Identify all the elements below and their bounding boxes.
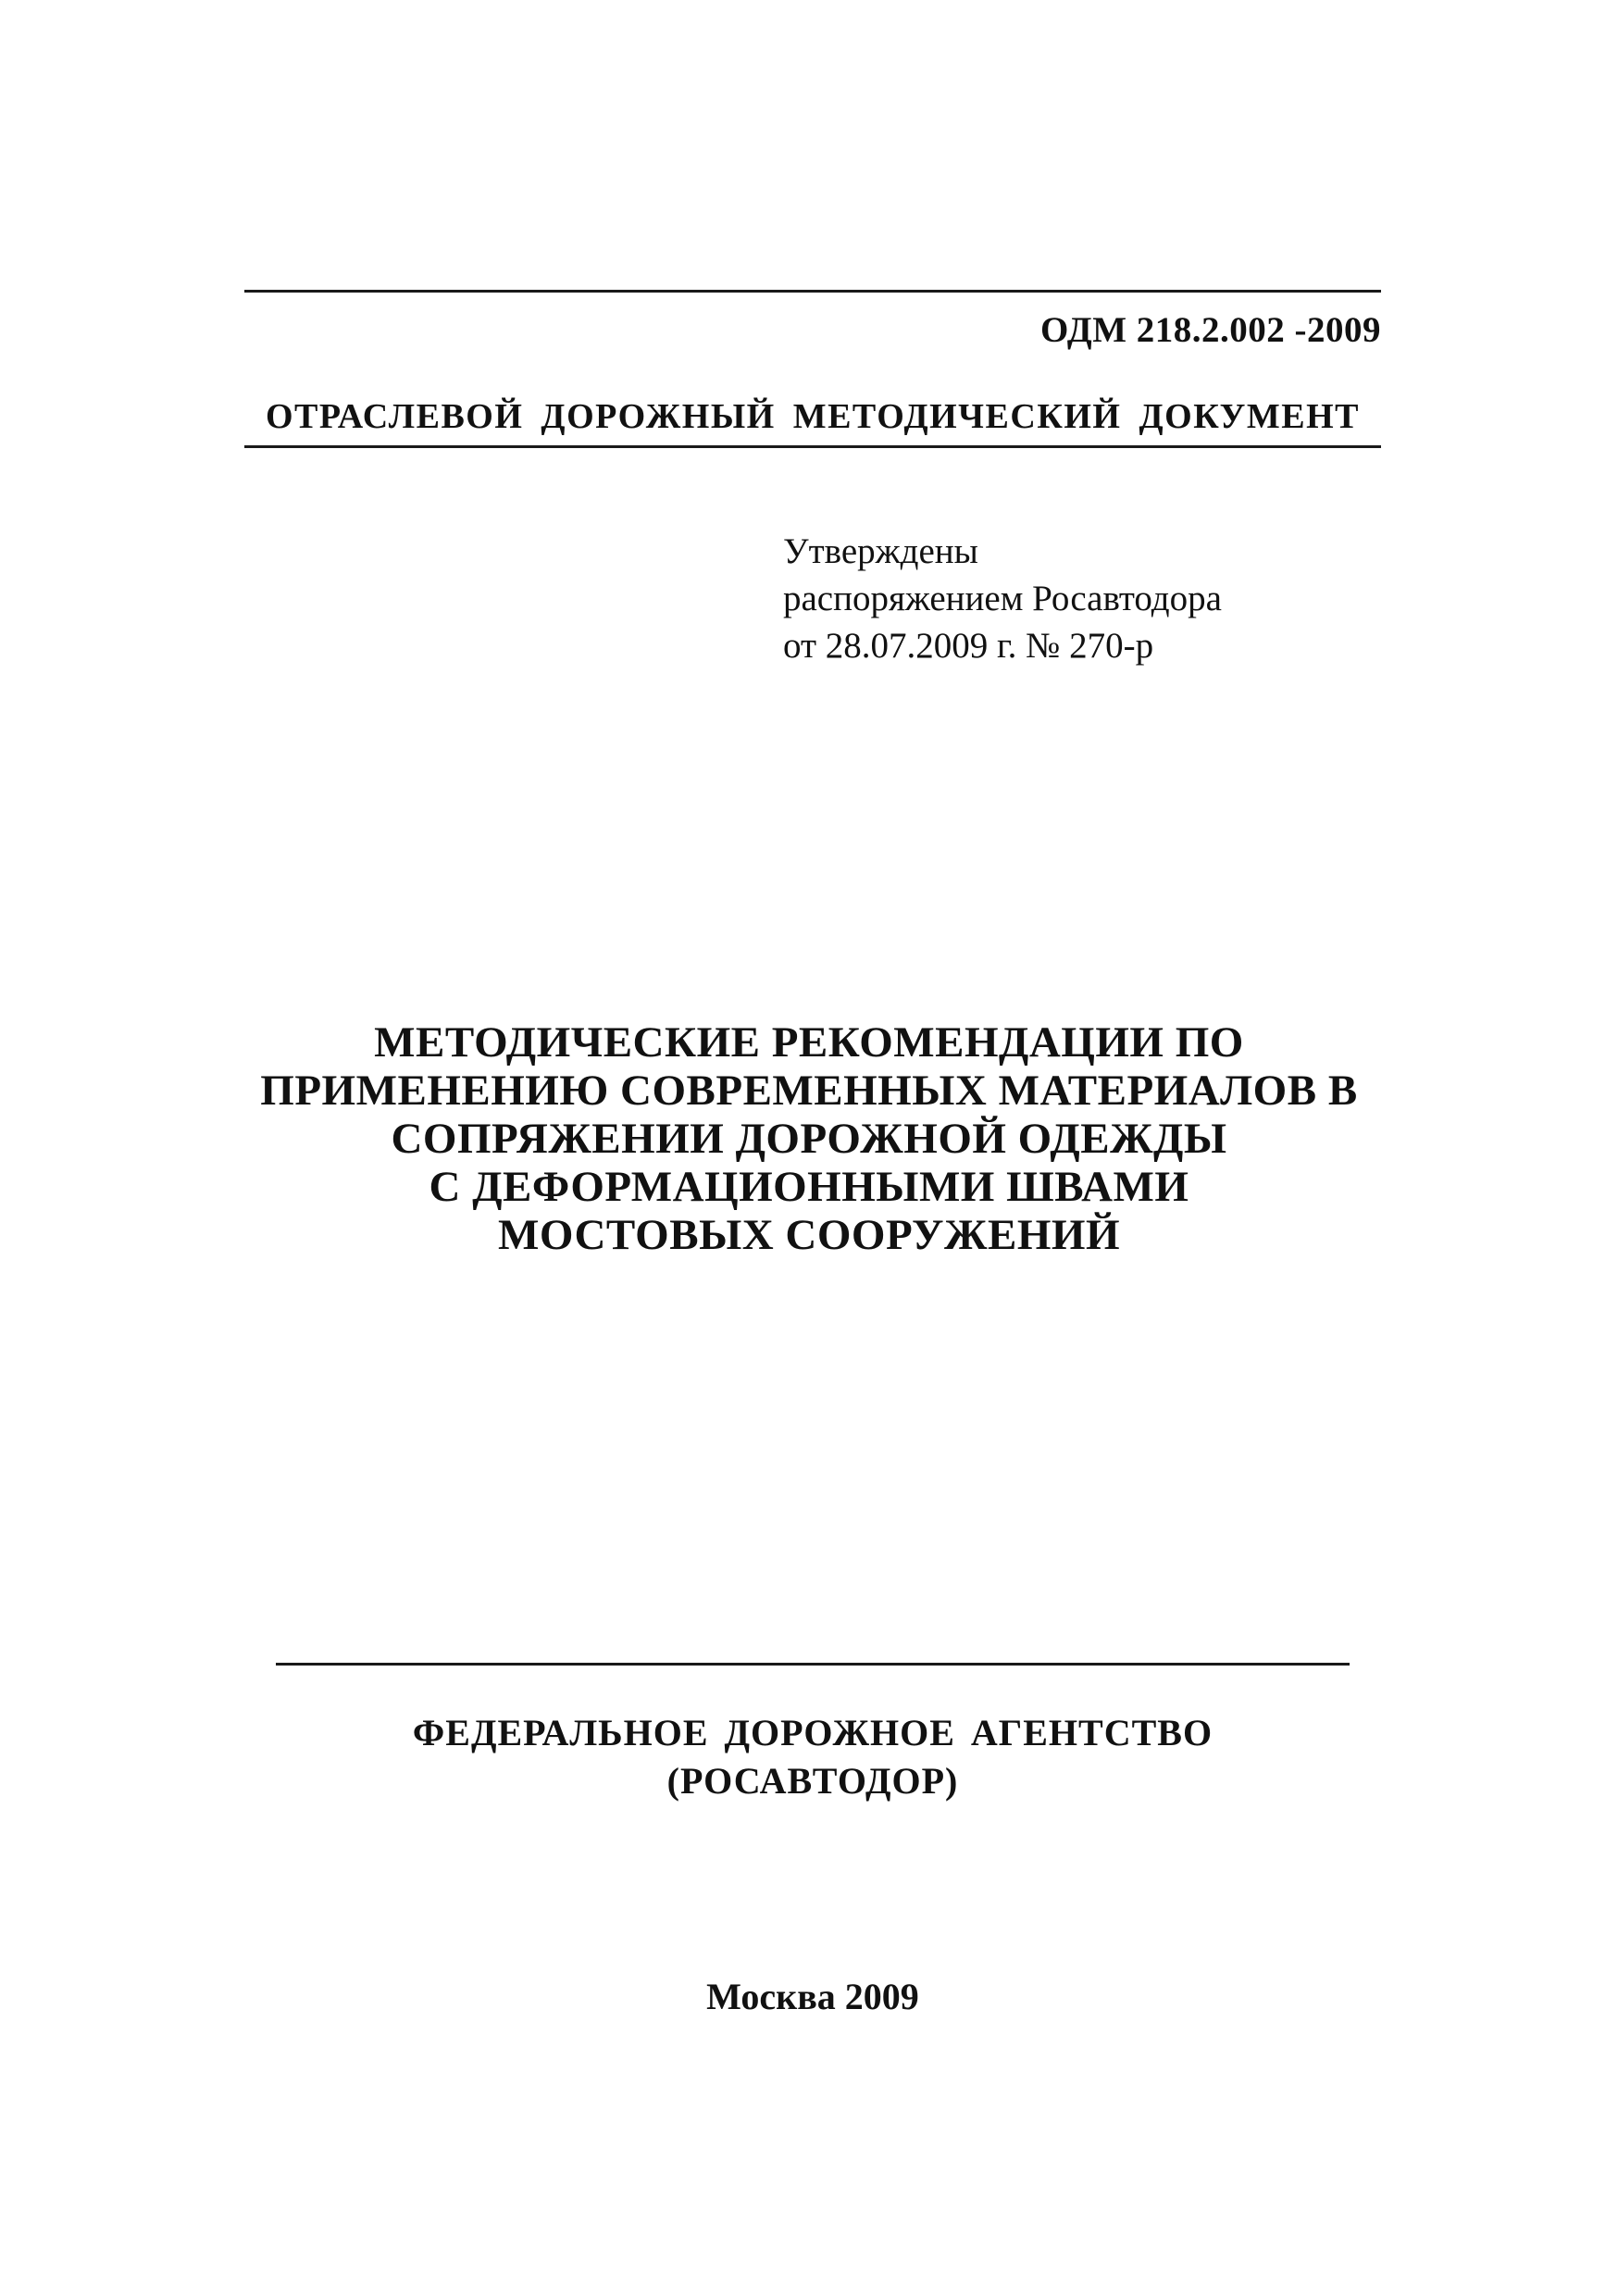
- document-type: ОТРАСЛЕВОЙ ДОРОЖНЫЙ МЕТОДИЧЕСКИЙ ДОКУМЕНТ: [266, 397, 1360, 436]
- title-line-3: СОПРЯЖЕНИИ ДОРОЖНОЙ ОДЕЖДЫ: [391, 1115, 1227, 1163]
- top-rule: [244, 290, 1381, 293]
- approval-line-2: распоряжением Росавтодора: [783, 579, 1222, 618]
- approval-block: [783, 528, 1357, 669]
- header-rule: [244, 445, 1381, 448]
- agency-line-2: (РОСАВТОДОР): [666, 1760, 959, 1802]
- title-line-1: МЕТОДИЧЕСКИЕ РЕКОМЕНДАЦИИ ПО: [374, 1018, 1244, 1067]
- title-line-2: ПРИМЕНЕНИЮ СОВРЕМЕННЫХ МАТЕРИАЛОВ В: [260, 1067, 1358, 1115]
- title-line-5: МОСТОВЫХ СООРУЖЕНИЙ: [498, 1211, 1120, 1259]
- title-line-4: С ДЕФОРМАЦИОННЫМИ ШВАМИ: [429, 1163, 1189, 1211]
- city-year: Москва 2009: [706, 1976, 919, 2017]
- agency-block: [276, 1709, 1350, 1805]
- approval-line-3: от 28.07.2009 г. № 270-р: [783, 626, 1154, 666]
- document-title: [204, 1018, 1414, 1259]
- document-code: ОДМ 218.2.002 -2009: [1039, 310, 1381, 350]
- approval-line-1: Утверждены: [783, 531, 978, 571]
- agency-line-1: ФЕДЕРАЛЬНОЕ ДОРОЖНОЕ АГЕНТСТВО: [412, 1712, 1214, 1753]
- agency-rule: [276, 1663, 1350, 1666]
